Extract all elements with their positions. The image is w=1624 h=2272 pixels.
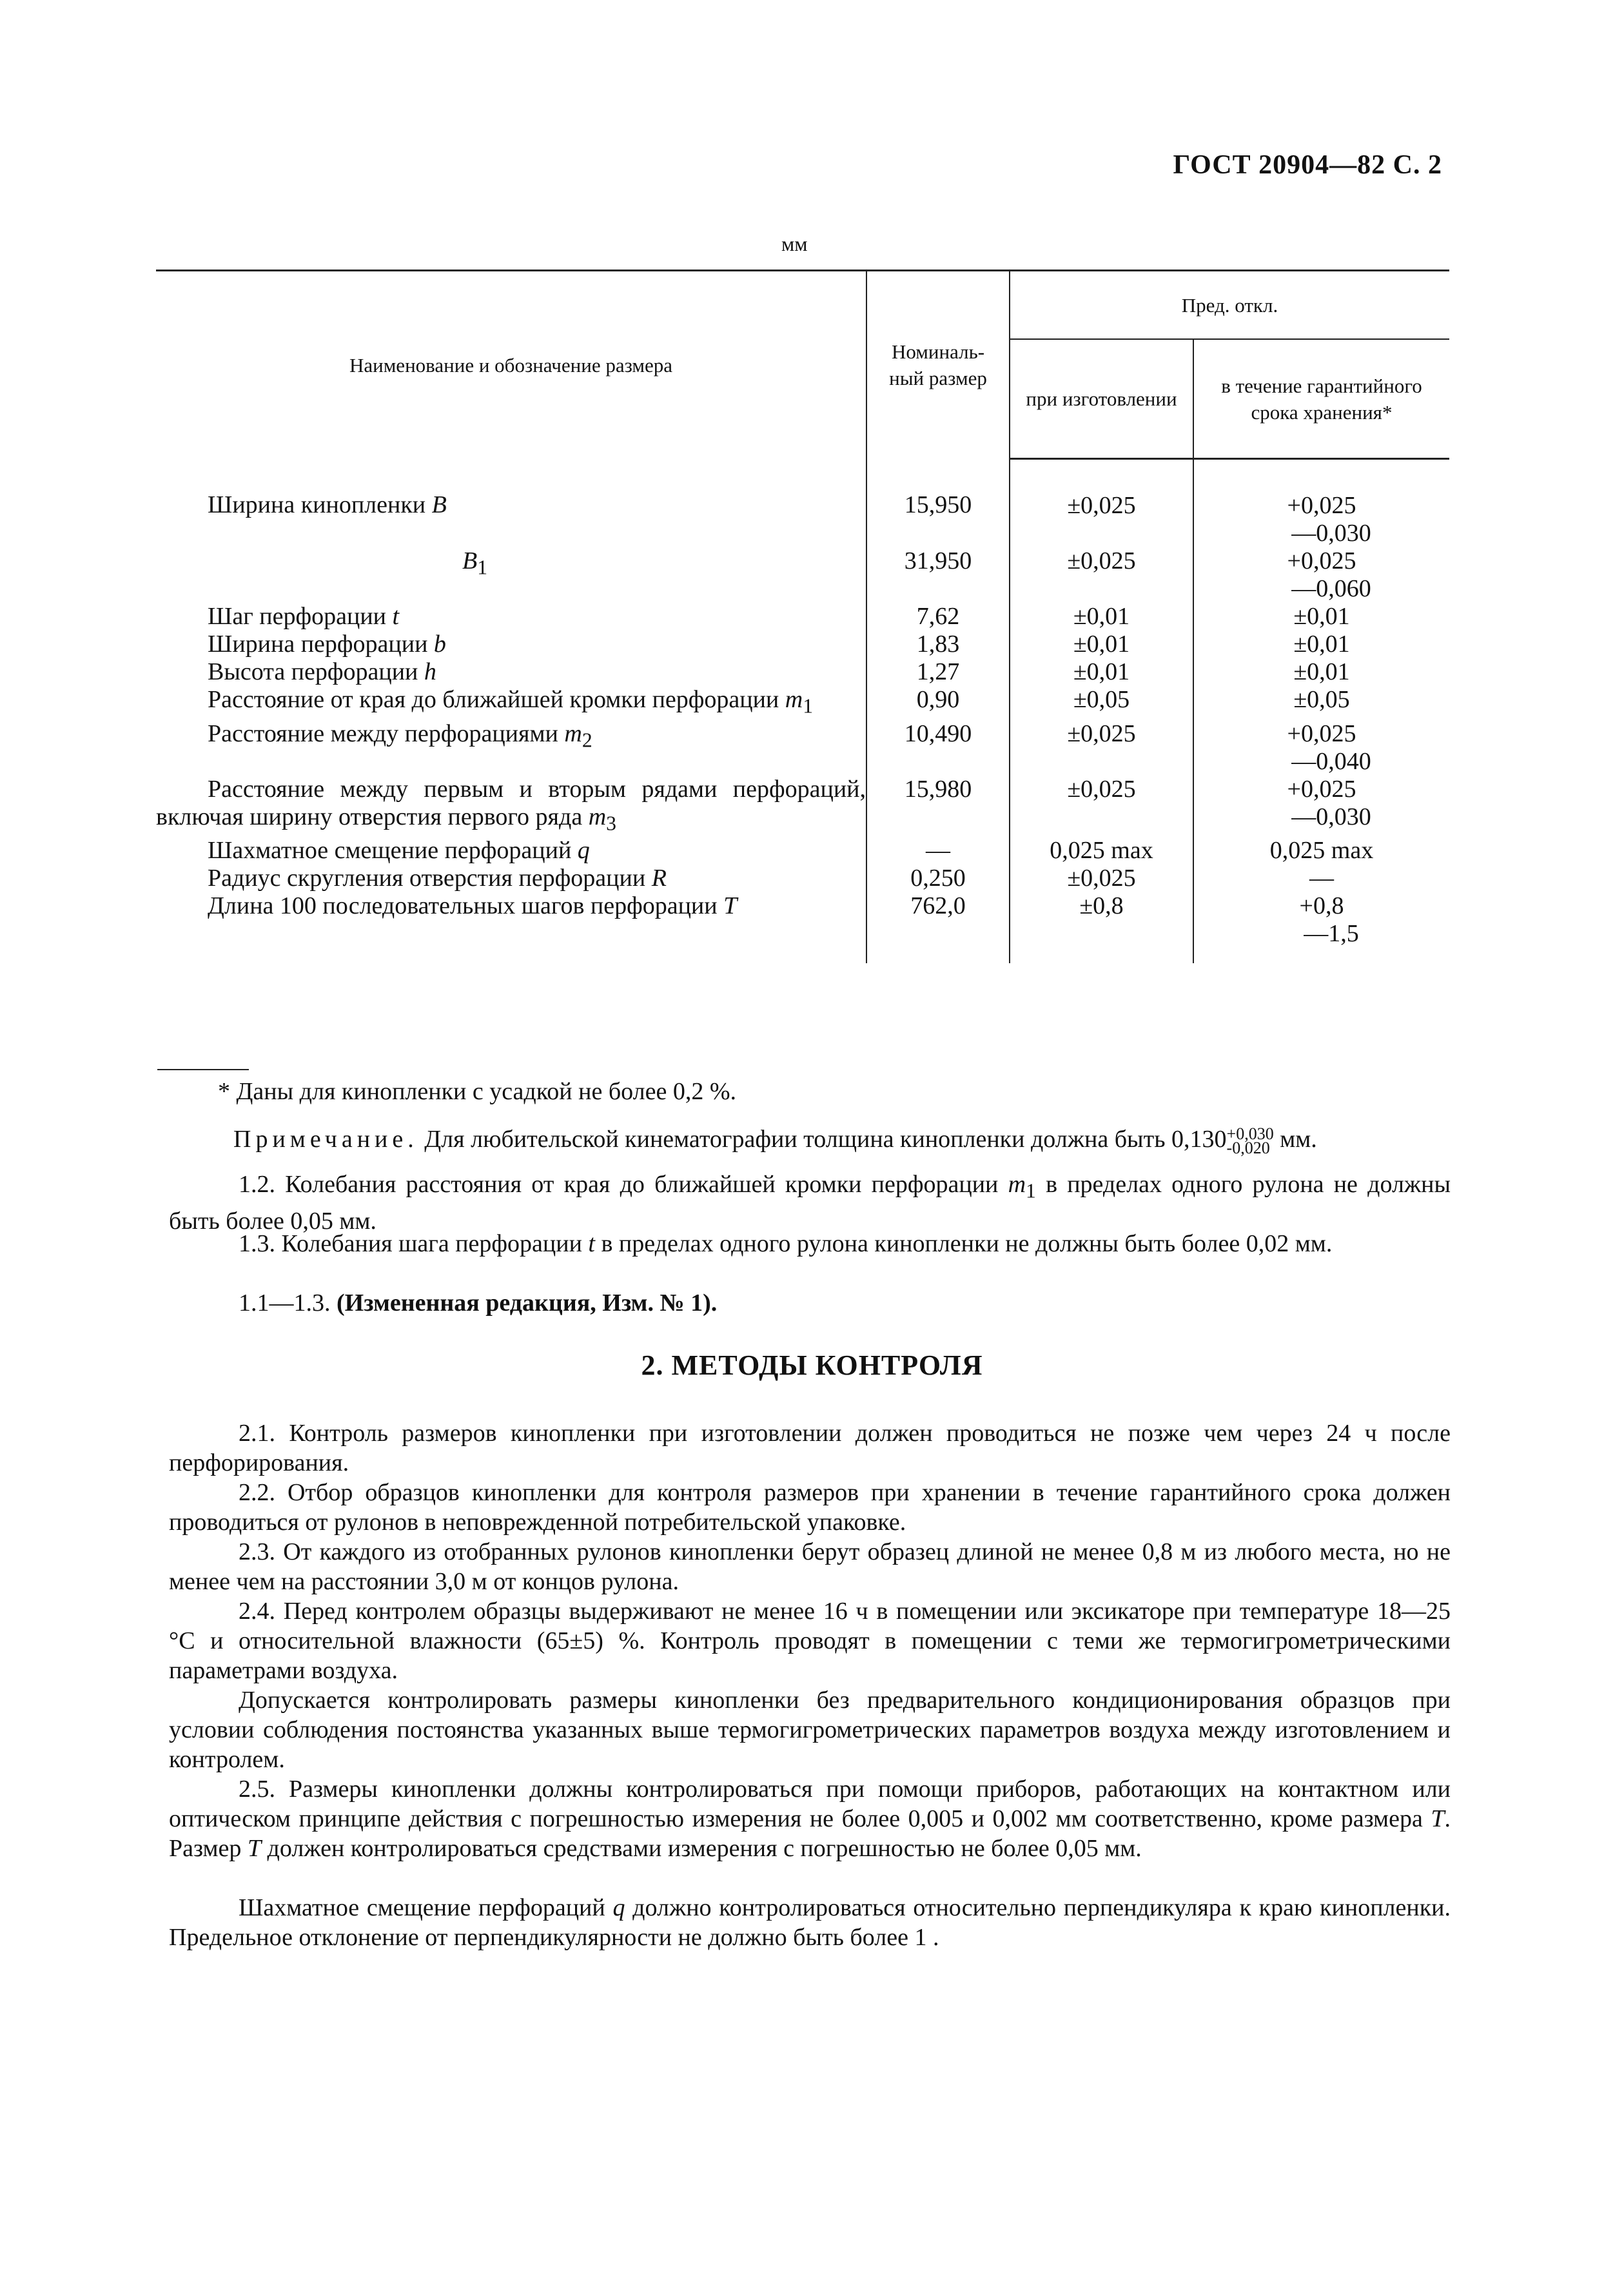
cell-storage-tolerance: 0,025 max: [1193, 837, 1449, 865]
cell-nominal: 10,490: [866, 720, 1010, 776]
table-row: [156, 865, 1449, 892]
cell-storage-tolerance: ±0,05: [1193, 686, 1449, 720]
cell-manufacture-tolerance: ±0,025: [1010, 776, 1193, 837]
header-at-manufacture: при изготовлении: [1010, 339, 1193, 459]
table-unit-label: мм: [781, 232, 808, 255]
paragraph-2-3: 2.3. От каждого из отобранных рулонов кинопленки берут образец длиной не менее 0,8 м из любого места, но не менее чем на расстоянии 3,0 м от концов рулона.: [169, 1538, 1451, 1595]
cell-storage-tolerance: +0,025 —0,040: [1193, 720, 1449, 776]
note-text: Для любительской кинематографии толщина кинопленки должна быть: [424, 1126, 1166, 1153]
cell-manufacture-tolerance: ±0,01: [1010, 658, 1193, 686]
cell-dimension-name: Шахматное смещение перфораций q: [208, 837, 590, 865]
cell-nominal: 0,250: [866, 865, 1010, 892]
cell-dimension-name: Расстояние между первым и вторым рядами перфораций, включая ширину отверстия первого ряда $m_3$: [156, 775, 866, 835]
cell-dimension-name: Шаг перфорации t: [208, 603, 400, 630]
paragraph-1-3: 1.3. Колебания шага перфорации t в пределах одного рулона кинопленки не должны быть более 0,02 мм.: [239, 1230, 1333, 1257]
cell-manufacture-tolerance: ±0,05: [1010, 686, 1193, 720]
cell-nominal: 0,90: [866, 686, 1010, 720]
paragraph-1-2: 1.2. Колебания расстояния от края до ближайшей кромки перфорации $m_1$ в пределах одного рулона не должны быть более 0,05 мм.: [169, 1171, 1451, 1235]
cell-manufacture-tolerance: ±0,025: [1010, 720, 1193, 776]
cell-manufacture-tolerance: ±0,01: [1010, 603, 1193, 631]
note-label: Примечание.: [233, 1126, 418, 1153]
table-row: [156, 631, 1449, 658]
cell-storage-tolerance: ±0,01: [1193, 631, 1449, 658]
note: [233, 1124, 1458, 1158]
table-row: [156, 547, 1449, 603]
cell-dimension-name: $B_1$: [462, 547, 488, 579]
cell-dimension-name: Радиус скругления отверстия перфорации R: [208, 865, 667, 892]
cell-nominal: 31,950: [866, 547, 1010, 603]
cell-storage-tolerance: +0,025 —0,030: [1193, 776, 1449, 837]
cell-nominal: 15,950: [866, 459, 1010, 548]
cell-dimension-name: Длина 100 последовательных шагов перфорации T: [208, 892, 738, 920]
note-unit: мм.: [1280, 1126, 1317, 1153]
cell-nominal: 1,27: [866, 658, 1010, 686]
footnote: * Даны для кинопленки с усадкой не более 0,2 %.: [218, 1078, 737, 1105]
table-row: [156, 892, 1449, 963]
cell-nominal: 762,0: [866, 892, 1010, 963]
cell-manufacture-tolerance: ±0,025: [1010, 865, 1193, 892]
header-name: Наименование и обозначение размера: [156, 271, 866, 459]
cell-nominal: 7,62: [866, 603, 1010, 631]
paragraph-2-2: 2.2. Отбор образцов кинопленки для контроля размеров при хранении в течение гарантийного срока должен проводиться от рулонов в неповрежденной потребительской упаковке.: [169, 1479, 1451, 1536]
paragraph-2-4-b: Допускается контролировать размеры кинопленки без предварительного кондиционирования образцов при условии соблюдения постоянства указанных выше термогигрометрических параметров воздуха между изготовлением и контролем.: [169, 1687, 1451, 1773]
cell-storage-tolerance: +0,025 —0,060: [1193, 547, 1449, 603]
paragraph-2-5-b: Шахматное смещение перфораций q должно контролироваться относительно перпендикуляра к краю кинопленки. Предельное отклонение от перпендикулярности не должно быть более 1 .: [169, 1894, 1451, 1951]
cell-dimension-name: Расстояние между перфорациями $m_2$: [208, 720, 592, 752]
header-during-storage: в течение гарантийного срока хранения*: [1193, 339, 1449, 459]
paragraph-2-1: 2.1. Контроль размеров кинопленки при изготовлении должен проводиться не позже чем через 24 ч после перфорирования.: [169, 1420, 1451, 1476]
cell-storage-tolerance: ±0,01: [1193, 658, 1449, 686]
cell-storage-tolerance: +0,025 —0,030: [1193, 459, 1449, 548]
note-tolerance: +0,030 -0,020: [1226, 1124, 1274, 1158]
footnote-rule: [157, 1069, 249, 1070]
cell-nominal: 1,83: [866, 631, 1010, 658]
cell-dimension-name: Ширина кинопленки B: [208, 491, 447, 518]
paragraph-2-5: 2.5. Размеры кинопленки должны контролироваться при помощи приборов, работающих на контактном или оптическом принципе действия с погрешностью измерения не более 0,005 и 0,002 мм соответственно, кроме размера T. Размер T должен контролироваться средствами измерения с погрешностью не более 0,05 мм.: [169, 1776, 1451, 1862]
cell-storage-tolerance: —: [1193, 865, 1449, 892]
cell-storage-tolerance: ±0,01: [1193, 603, 1449, 631]
cell-nominal: 15,980: [866, 776, 1010, 837]
table-row: [156, 658, 1449, 686]
header-deviation-group: Пред. откл.: [1010, 271, 1449, 340]
table-row: [156, 603, 1449, 631]
page-header: ГОСТ 20904—82 С. 2: [1173, 150, 1442, 180]
table-row: [156, 776, 1449, 837]
paragraph-2-4: 2.4. Перед контролем образцы выдерживают не менее 16 ч в помещении или эксикаторе при температуре 18—25 °С и относительной влажности (65±5) %. Контроль проводят в помещении с теми же термогигрометрическими параметрами воздуха.: [169, 1598, 1451, 1684]
table-row: [156, 720, 1449, 776]
cell-manufacture-tolerance: 0,025 max: [1010, 837, 1193, 865]
cell-manufacture-tolerance: ±0,01: [1010, 631, 1193, 658]
cell-manufacture-tolerance: ±0,025: [1010, 547, 1193, 603]
table-row: [156, 837, 1449, 865]
section-title: 2. МЕТОДЫ КОНТРОЛЯ: [641, 1349, 983, 1381]
cell-manufacture-tolerance: ±0,8: [1010, 892, 1193, 963]
cell-nominal: —: [866, 837, 1010, 865]
header-nominal: Номиналь-ный размер: [866, 271, 1010, 459]
cell-storage-tolerance: +0,8 —1,5: [1193, 892, 1449, 963]
table-row: [156, 686, 1449, 720]
dimensions-table: [156, 269, 1449, 963]
cell-manufacture-tolerance: ±0,025: [1010, 459, 1193, 548]
paragraph-1-1-3: 1.1—1.3. (Измененная редакция, Изм. № 1).: [239, 1289, 718, 1317]
note-value: 0,130: [1171, 1126, 1227, 1153]
cell-dimension-name: Расстояние от края до ближайшей кромки перфорации $m_1$: [208, 686, 814, 718]
cell-dimension-name: Высота перфорации h: [208, 658, 436, 685]
table-row: [156, 459, 1449, 548]
cell-dimension-name: Ширина перфорации b: [208, 631, 446, 658]
